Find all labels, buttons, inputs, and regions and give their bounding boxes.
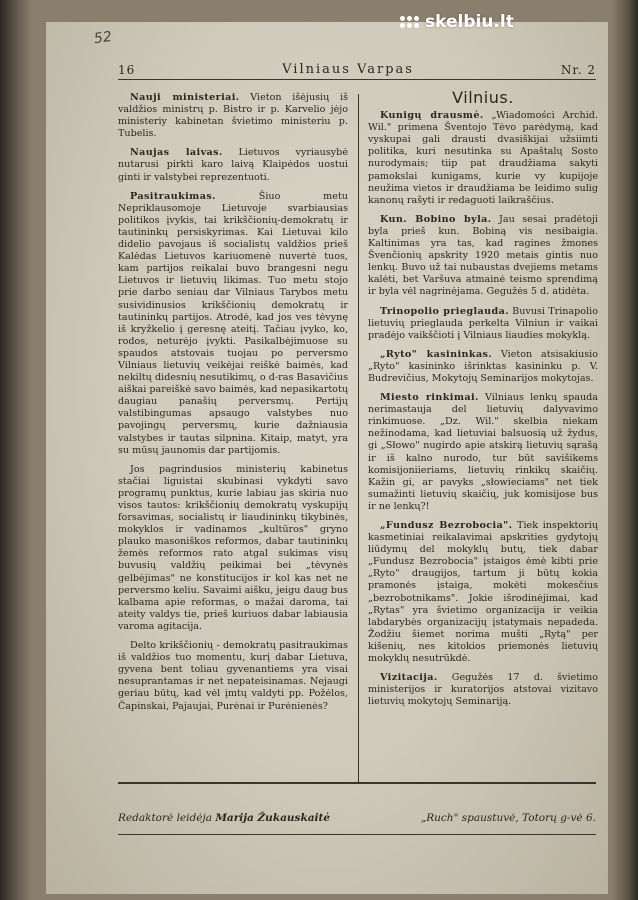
- article-body: Buvusi Trinapolio lietuvių prieglauda perkelta Vilniun ir vaikai pradėjo vaikščioti į Vilniaus liaudies mokyklą.: [368, 305, 598, 341]
- article-paragraph: [368, 306, 598, 342]
- watermark-logo: [400, 12, 514, 32]
- article-paragraph: [368, 214, 598, 299]
- article-headline: Pasitraukimas.: [130, 190, 216, 202]
- right-column: [368, 88, 599, 715]
- editor-prefix: Redaktorė leidėja: [118, 812, 212, 824]
- newspaper-page: [46, 22, 608, 894]
- article-body: Šiuo metu Nepriklausomoje Lietuvoje svarbiausias politikos įvykis, tai krikščionių-demokratų ir tautininkų persiskyrimas. Kai Lietuvai kilo didelio pavojaus iš socialistų valdžios prieš Kalėdas Lietuvos kariuomenė nuvertė tuos, kam partijos reikalai buvo brangesni negu Lietuvos ir lietuvių likimas. Tuo metu stojo prie darbo seniau dar Vilniaus Tarybos metu susividinusios krikščionių demokratų ir tautininkų partijos. Atrodė, kad jos ves tėvynę iš kryžkelio į geresnę ateitį. Tačiau įvyko, ko, rodos, neturėjo įvykti. Pasikalbėjimuose su spaudos atstovais tuojau po perversmo Vilniaus lietuvių veikėjai reiškė baimės, kad nekiltų didesnių nesutikimų, o d-ras Basavičius aiškai pareiškė savo baimės, kad nepasikartotų daugiau panašių perversmų. Pertijų valstibingumas apsaugo valstybes nuo pavojingų perversmų, kurie dažniausia valstybes ir tautas silpnina. Kitaip, matyt, yra su mūsų jaunomis dar partijomis.: [118, 190, 348, 456]
- article-headline: Kun. Bobino byla.: [380, 213, 492, 225]
- article-paragraph: [368, 672, 598, 708]
- section-title-vilnius: Vilnius.: [452, 88, 514, 107]
- footer-rule: [118, 834, 596, 835]
- article-headline: Naujas laivas.: [130, 147, 223, 159]
- issue-number: Nr. 2: [560, 63, 596, 77]
- page-number: 16: [118, 63, 136, 77]
- article-body: Delto krikščionių - demokratų pasitraukimas iš valdžios tuo momentu, kurį dabar Lietuva, gyvena bent toliau gyvenantiems yra visai nesuprantamas ir net nepateisinamas. Nejaugi geriau būtų, kad vėl įmtų valdyti pp. Požėlos, Čapinskai, Pajaujai, Purėnai ir Purėnienės?: [118, 640, 348, 712]
- article-body: Vilniaus lenkų spauda nerimastauja del lietuvių dalyvavimo rinkimuose. „Dz. Wil." skelbia niekam nežinodama, kad lietuviai balsuosią už žydus, gi „Słowo" nugirdo apie atskirą lietuvių sąrašą ir iš kalno nurodo, tur būt savišikems komisijoniieriams, lietuvių rinkikų skaičių. Kažin gi, ar pavyks „słowieciams" net tiek sumažinti lietuvių skaičių, juk komisijose bus ir ne lenkų?!: [368, 392, 598, 512]
- watermark-text: skelbiu.lt: [425, 12, 514, 32]
- article-body: Gegužės 17 d. švietimo ministerijos ir kuratorijos atstovai vizitavo lietuvių mokytojų Seminariją.: [368, 672, 598, 708]
- printer-credit: „Ruch" spaustuvė, Totorų g-vė 6.: [420, 812, 596, 824]
- article-body: Tiek inspektorių kasmetiniai reikalavimai apskrities gydytojų liūdymų del mokyklų butų, tiek dabar „Fundusz Bezrobocia" įstaigos ėmė kibti prie „Ryto" draugijos, tartum ji būtų kokia pramonės įstaiga, mokėti mokesčius „bezrobotnikams". Jokie išrodinėjimai, kad „Rytas" yra švietimo organizacija ir veikia labdarybės organizacijų įstatymais nepadeda. Žodžiu šiemet norima mušti „Rytą" per kišenių, nes kitokios priemonės lietuvių mokyklų nesutrūkdė.: [368, 520, 598, 665]
- article-headline: „Ryto" kasininkas.: [380, 348, 493, 360]
- article-body: Vieton išėjusių iš valdžios ministrų p. Bistro ir p. Karvelio jėjo ministeriy kabinetan švietimo ministeriu p. Tubelis.: [118, 92, 348, 140]
- article-paragraph: [368, 349, 598, 385]
- article-headline: Miesto rinkimai.: [380, 392, 479, 404]
- article-paragraph: [368, 520, 598, 665]
- article-paragraph: [118, 640, 348, 713]
- article-paragraph: [368, 392, 598, 513]
- article-headline: Vizitacija.: [380, 672, 438, 684]
- left-column: [118, 92, 348, 720]
- column-divider: [358, 94, 359, 784]
- article-body: Jau sesai pradėtoji byla prieš kun. Bobiną vis nesibaigia. Kaltinimas yra tas, kad ragines žmones Švenčionių apskrity 1920 metais gintis nuo lenkų. Buvo už tai nubaustas dvejiems metams kalėti, bet Varšuva atmainė teismo sprendimą ir byla vėl nagrinėjama. Gegužės 5 d. atidėta.: [368, 213, 598, 298]
- article-body: „Wiadomości Archid. Wil." primena Šventojo Tėvo parėdymą, kad vyskupai gali drausti dvasiškijai užsiimti politika, kuri nesutinka su Apaštalų Sosto nurodymais; tiip pat draudžiama sakyti pamokslai kunigams, kurie vy kupijoje neužima vietos ir draudžiama be leidimo sulig kanonų rašyti ir redaguoti laikraščius.: [368, 110, 598, 206]
- page-footer: [118, 812, 596, 824]
- handwritten-note: 52: [92, 28, 113, 48]
- article-body: Vieton atsisakiusio „Ryto" kasininko išrinktas kasininku p. V. Budrevičius, Mokytojų Seminarijos mokytojas.: [368, 348, 599, 384]
- editor-name: Marija Žukauskaitė: [215, 812, 331, 824]
- article-paragraph: [368, 110, 598, 207]
- publication-title: Vilniaus Varpas: [282, 62, 414, 77]
- editor-credit: [118, 812, 330, 824]
- dots-icon: [400, 16, 419, 28]
- article-headline: „Fundusz Bezrobocia".: [380, 520, 513, 531]
- article-paragraph: [118, 147, 348, 183]
- bottom-rule: [118, 782, 596, 784]
- right-column-articles: [368, 110, 598, 708]
- article-paragraph: [118, 191, 348, 457]
- article-body: Jos pagrindusios ministerių kabinetus stačiai liguistai skubinasi vykdyti savo programų punktus, kurie labiau jas skiria nuo visos tautos: krikščionių demokratų vyskupijų forsavimas, socialistų ir liaudininkų tikybinės, mokyklos ir vadinamos „kultūros" gryno plauko masoniškos reformos, dabar tautininkų žemės reformos rato atgal sukimas visų buvusių valdžių peikimai bei „tėvynės gelbėjimas" ne konstitucijos ir kol kas net ne perversmo keliu. Savaimi aišku, jeigu daug bus kalbama apie reformas, o mažai daroma, tai ateity valdys tie, prieš kuriuos dabar labiausia varoma agitacija.: [118, 463, 348, 632]
- article-headline: Kunigų drausmė.: [380, 110, 484, 122]
- article-headline: Nauji ministeriai.: [130, 92, 240, 103]
- article-body: Lietuvos vyriausybė nutarusi pirkti karo laivą Klaipėdos uostui ginti ir valstybei reprezentuoti.: [118, 147, 348, 183]
- article-headline: Trinopolio prieglauda.: [380, 305, 509, 317]
- page-header: [118, 62, 596, 80]
- article-paragraph: [118, 92, 348, 140]
- article-paragraph: [118, 464, 348, 633]
